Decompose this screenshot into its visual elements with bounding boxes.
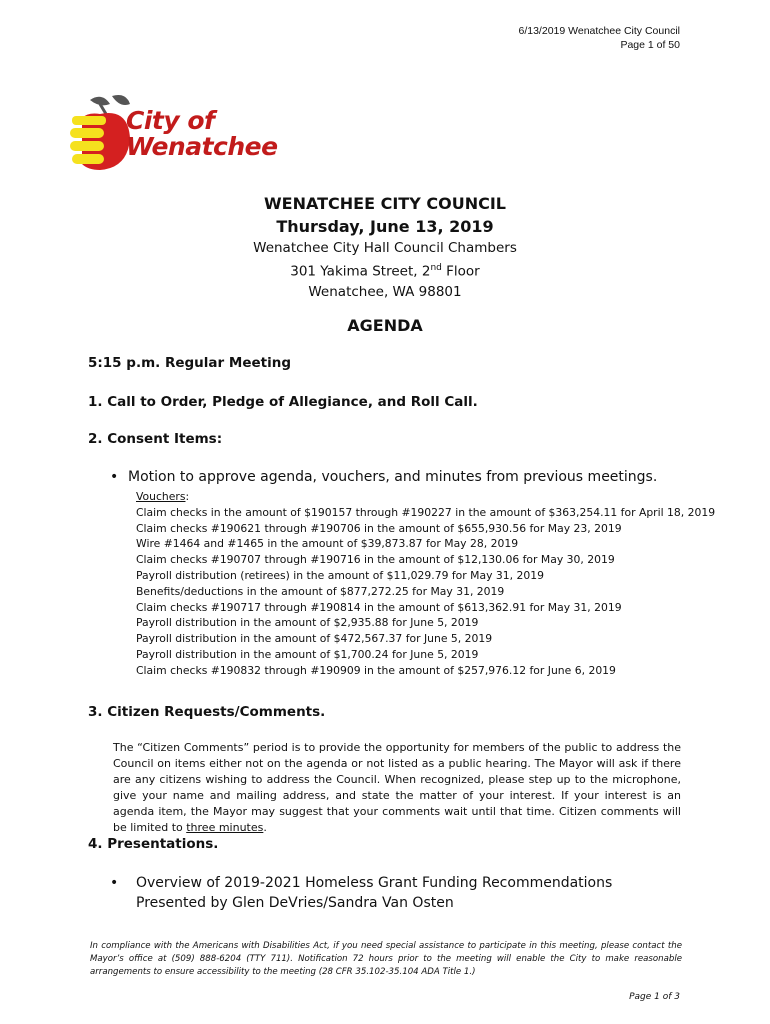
vouchers-list (136, 489, 715, 679)
consent-bullet (110, 469, 657, 485)
street-ordinal: nd (430, 263, 442, 273)
street-text: 301 Yakima Street, 2 (290, 263, 431, 280)
voucher-item: Claim checks in the amount of $190157 through #190227 in the amount of $363,254.11 for April 18, 2019 (136, 505, 716, 519)
stem-icon (100, 104, 106, 114)
voucher-item: Payroll distribution in the amount of $2,935.88 for June 5, 2019 (136, 616, 479, 630)
logo-line-2: Wenatchee (126, 132, 278, 161)
stripe-2 (70, 128, 104, 138)
bullet-icon: • (110, 469, 119, 485)
meeting-street (0, 258, 770, 282)
bullet-icon: • (110, 875, 119, 891)
council-name: WENATCHEE CITY COUNCIL (264, 194, 506, 213)
voucher-item: Payroll distribution (retirees) in the amount of $11,029.79 for May 31, 2019 (136, 568, 544, 582)
presentation-presenters: Presented by Glen DeVries/Sandra Van Osten (136, 895, 454, 911)
vouchers-label: Vouchers (136, 490, 186, 503)
presentation-item (110, 873, 612, 913)
meeting-venue: Wenatchee City Hall Council Chambers (253, 240, 517, 256)
agenda-heading: AGENDA (347, 316, 423, 335)
vouchers-label-row (136, 489, 715, 505)
street-floor: Floor (441, 263, 480, 280)
consent-motion: Motion to approve agenda, vouchers, and minutes from previous meetings. (128, 469, 658, 485)
meeting-city: Wenatchee, WA 98801 (308, 283, 462, 300)
voucher-item: Claim checks #190717 through #190814 in the amount of $613,362.91 for May 31, 2019 (136, 600, 622, 614)
presentation-title-row (110, 873, 612, 893)
header-page-count: Page 1 of 50 (620, 39, 680, 51)
header-date-title: 6/13/2019 Wenatchee City Council (518, 25, 680, 37)
stripe-3 (70, 141, 104, 151)
stripe-1 (72, 116, 106, 125)
voucher-item: Benefits/deductions in the amount of $877,272.25 for May 31, 2019 (136, 584, 505, 598)
section-call-to-order: 1. Call to Order, Pledge of Allegiance, and Roll Call. (88, 394, 478, 410)
vouchers-colon: : (185, 490, 190, 503)
voucher-item: Payroll distribution in the amount of $1,700.24 for June 5, 2019 (136, 647, 479, 661)
section-presentations: 4. Presentations. (88, 836, 219, 852)
voucher-item: Payroll distribution in the amount of $472,567.37 for June 5, 2019 (136, 632, 493, 646)
citizen-comments-paragraph (113, 740, 681, 836)
page-number: Page 1 of 3 (629, 992, 680, 1002)
logo-line-1: City of (126, 106, 215, 135)
voucher-item: Claim checks #190707 through #190716 in the amount of $12,130.06 for May 30, 2019 (136, 553, 615, 567)
voucher-item: Claim checks #190621 through #190706 in the amount of $655,930.56 for May 23, 2019 (136, 521, 622, 535)
meeting-date: Thursday, June 13, 2019 (276, 217, 494, 236)
voucher-item: Claim checks #190832 through #190909 in the amount of $257,976.12 for June 6, 2019 (136, 663, 616, 677)
meeting-title-block (0, 192, 770, 302)
meeting-time: 5:15 p.m. Regular Meeting (88, 355, 291, 371)
stripe-4 (72, 154, 104, 164)
section-consent-items: 2. Consent Items: (88, 431, 223, 447)
page-header (519, 24, 681, 52)
logo-wordmark (126, 108, 278, 160)
apple-icon (70, 94, 130, 174)
comment-time-limit: three minutes (186, 821, 264, 834)
leaf-icon-right (112, 95, 130, 105)
citizen-text-end: . (263, 821, 267, 834)
ada-notice: In compliance with the Americans with Disabilities Act, if you need special assistance to participate in this meeting, please contact the Mayor’s office at (509) 888-6204 (TTY 711). Notification 72 hours prior to the meeting will enable the City to make reasonable arrangements to ensure accessibility to the meeting (28 CFR 35.102-35.104 ADA Title 1.) (90, 941, 682, 977)
citizen-text: The “Citizen Comments” period is to provide the opportunity for members of the public to address the Council on items either not on the agenda or not listed as a public hearing. The Mayor will ask if there are any citizens wishing to address the Council. When recognized, please step up to the microphone, give your name and mailing address, and state the matter of your interest. If your interest is an agenda item, the Mayor may suggest that your comments wait until that time. Citizen comments will be limited to (113, 741, 681, 834)
presentation-title: Overview of 2019-2021 Homeless Grant Funding Recommendations (136, 875, 613, 891)
section-citizen-requests: 3. Citizen Requests/Comments. (88, 704, 326, 720)
city-logo (70, 94, 278, 174)
voucher-item: Wire #1464 and #1465 in the amount of $39,873.87 for May 28, 2019 (136, 537, 519, 551)
